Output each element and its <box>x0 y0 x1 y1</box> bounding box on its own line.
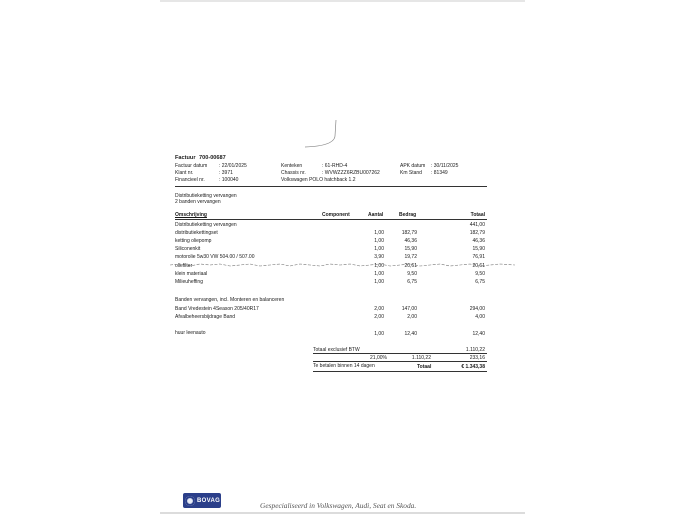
subtotal-label: Totaal exclusief BTW <box>313 347 360 353</box>
vat-divider <box>313 361 487 362</box>
row-description: Siliconenkit <box>175 246 201 252</box>
row-total: 294,00 <box>469 306 485 312</box>
invoice-number: 700-00687 <box>199 155 226 161</box>
intro-line: 2 banden vervangen <box>175 199 221 205</box>
row-quantity: 1,00 <box>374 279 384 285</box>
header-divider <box>175 186 487 187</box>
km-stand-value: : 81349 <box>431 170 448 176</box>
table-header-divider <box>175 219 487 220</box>
col-total: Totaal <box>470 212 485 218</box>
col-component: Component <box>322 212 350 218</box>
invoice-date-label: Factuur datum <box>175 163 208 169</box>
row-total: 9,50 <box>475 271 485 277</box>
row-description: klein materiaal <box>175 271 208 277</box>
group-total: 441,00 <box>469 222 485 228</box>
col-description: Omschrijving <box>175 212 207 218</box>
vat-base: 1.110,22 <box>411 355 431 361</box>
row-amount: 2,00 <box>407 314 417 320</box>
vehicle-description: Volkswagen POLO hatchback 1.2 <box>281 177 356 183</box>
km-stand-label: Km Stand <box>400 170 422 176</box>
row-description: Milieuheffing <box>175 279 203 285</box>
row-quantity: 1,00 <box>374 271 384 277</box>
scan-fold-artifact <box>170 262 515 268</box>
col-quantity: Aantal <box>368 212 384 218</box>
row-description: distributiekettingset <box>175 230 218 236</box>
row-amount: 147,00 <box>401 306 417 312</box>
intro-line: Distributieketting vervangen <box>175 193 237 199</box>
row-total: 4,00 <box>475 314 485 320</box>
row-amount: 20,61 <box>404 263 417 269</box>
row-quantity: 1,00 <box>374 246 384 252</box>
row-description: Band Vredestein 4Season 205/40R17 <box>175 306 259 312</box>
chassis-number-label: Chassis nr. <box>281 170 306 176</box>
row-description: oliefilter <box>175 263 193 269</box>
row-description: ketting oliepomp <box>175 238 212 244</box>
row-quantity: 1,00 <box>374 238 384 244</box>
apk-date-value: : 30/11/2025 <box>431 163 459 169</box>
row-quantity: 2,00 <box>374 306 384 312</box>
invoice-title: Factuur <box>175 155 196 161</box>
vat-rate: 21,00% <box>370 355 387 361</box>
invoice-date-value: : 22/01/2025 <box>219 163 247 169</box>
row-quantity: 1,00 <box>374 263 384 269</box>
row-total: 20,61 <box>472 263 485 269</box>
row-quantity: 2,00 <box>374 314 384 320</box>
row-total: 15,90 <box>472 246 485 252</box>
row-total: 6,75 <box>475 279 485 285</box>
row-total: 182,79 <box>469 230 485 236</box>
subtotal-value: 1.110,22 <box>465 347 485 353</box>
row-quantity: 1,00 <box>374 230 384 236</box>
pen-mark <box>300 118 340 150</box>
financial-number-label: Financieel nr. <box>175 177 205 183</box>
apk-date-label: APK datum <box>400 163 426 169</box>
row-quantity: 3,90 <box>374 254 384 260</box>
group-title: Banden vervangen, incl. Monteren en balanceren <box>175 297 285 303</box>
footer-tagline: Gespecialiseerd in Volkswagen, Audi, Seat en Skoda. <box>260 501 417 510</box>
grand-total-value: € 1.343,38 <box>461 364 485 370</box>
row-amount: 182,79 <box>401 230 417 236</box>
row-description: huur leenauto <box>175 330 206 336</box>
row-total: 46,36 <box>472 238 485 244</box>
financial-number-value: : 100040 <box>219 177 239 183</box>
row-amount: 19,72 <box>404 254 417 260</box>
grand-total-underline <box>313 371 487 372</box>
row-total: 12,40 <box>472 331 485 337</box>
subtotal-divider <box>313 353 487 354</box>
vat-value: 233,16 <box>469 355 485 361</box>
row-description: Afvalbeheersbijdrage Band <box>175 314 236 320</box>
logo-text: BOVAG <box>197 497 221 504</box>
payment-terms: Te betalen binnen 14 dagen <box>313 363 375 369</box>
row-amount: 6,75 <box>407 279 417 285</box>
row-total: 76,91 <box>472 254 485 260</box>
row-amount: 12,40 <box>404 331 417 337</box>
chassis-number-value: : WVWZZZ6RZBU007262 <box>322 170 380 176</box>
bovag-emblem-icon <box>185 496 195 506</box>
row-amount: 9,50 <box>407 271 417 277</box>
license-plate-value: : 61-RHD-4 <box>322 163 348 169</box>
customer-number-value: : 3971 <box>219 170 233 176</box>
customer-number-label: Klant nr. <box>175 170 194 176</box>
scan-edge-top <box>160 0 525 2</box>
group-title: Distributieketting vervangen <box>175 222 237 228</box>
row-description: motorolie 5w30 VW 504.00 / 507.00 <box>175 254 255 260</box>
col-amount: Bedrag <box>399 212 417 218</box>
bovag-logo <box>183 493 221 508</box>
row-quantity: 1,00 <box>374 331 384 337</box>
row-amount: 46,36 <box>404 238 417 244</box>
license-plate-label: Kenteken <box>281 163 303 169</box>
grand-total-label: Totaal <box>417 364 432 370</box>
row-amount: 15,90 <box>404 246 417 252</box>
